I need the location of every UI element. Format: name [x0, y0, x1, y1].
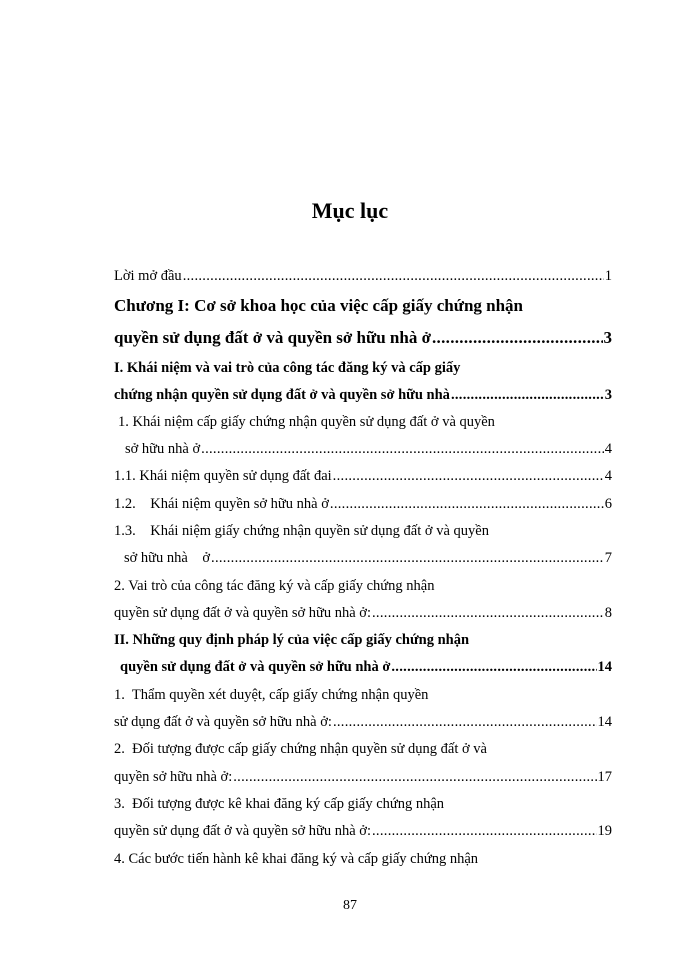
toc-entry[interactable] — [118, 412, 612, 432]
toc-entry-cont[interactable] — [114, 767, 612, 787]
toc-entry-label: Lời mở đầu — [114, 268, 182, 284]
toc-entry[interactable] — [114, 494, 612, 514]
toc-entry-label: quyền sử dụng đất ở và quyền sở hữu nhà ở: — [114, 605, 371, 621]
toc-entry-page: 14 — [597, 659, 612, 675]
leader-dots — [372, 821, 597, 841]
page-title: Mục lục — [311, 198, 389, 223]
leader-dots — [391, 657, 596, 677]
leader-dots — [432, 326, 603, 350]
toc-chapter-heading-cont[interactable] — [114, 326, 612, 350]
toc-entry-label: II. Những quy định pháp lý của việc cấp giấy chứng nhận — [114, 632, 470, 648]
toc-entry-label: chứng nhận quyền sử dụng đất ở và quyền sở hữu nhà — [114, 387, 450, 403]
toc-entry-label: 1.3. Khái niệm giấy chứng nhận quyền sử dụng đất ở và quyền — [114, 523, 489, 539]
toc-entry-label: 3. Đối tượng được kê khai đăng ký cấp giấy chứng nhận — [114, 796, 445, 812]
toc-entry-cont[interactable] — [114, 712, 612, 732]
toc-chapter-heading[interactable] — [114, 294, 612, 318]
toc-entry-intro[interactable] — [114, 266, 612, 286]
toc-entry[interactable] — [114, 849, 612, 869]
leader-dots — [333, 466, 604, 486]
toc-entry-label: 1.2. Khái niệm quyền sở hữu nhà ở — [114, 496, 329, 512]
toc-entry[interactable] — [114, 521, 612, 541]
toc-entry-page: 6 — [604, 496, 612, 512]
toc-entry-label: Chương I: Cơ sở khoa học của việc cấp giấy chứng nhận — [114, 296, 524, 315]
toc-entry[interactable] — [114, 739, 612, 759]
page-number: 87 — [343, 898, 357, 913]
toc-entry-label: sở hữu nhà ở — [124, 550, 211, 566]
toc-entry-label: 2. Vai trò của công tác đăng ký và cấp giấy chứng nhận — [114, 578, 435, 594]
toc-entry-label: 2. Đối tượng được cấp giấy chứng nhận quyền sử dụng đất ở và — [114, 741, 487, 757]
toc-section-heading[interactable] — [114, 630, 612, 650]
toc-entry-cont[interactable] — [125, 439, 612, 459]
toc-entry-page: 3 — [603, 328, 612, 347]
leader-dots — [211, 548, 604, 568]
leader-dots — [233, 767, 596, 787]
toc-entry-cont[interactable] — [114, 603, 612, 623]
toc-entry-page: 7 — [604, 550, 612, 566]
toc-entry-page: 19 — [597, 823, 612, 839]
toc-entry-label: quyền sử dụng đất ở và quyền sở hữu nhà ở — [120, 659, 391, 675]
toc-entry-label: 4. Các bước tiến hành kê khai đăng ký và cấp giấy chứng nhận — [114, 851, 479, 867]
toc-entry-page: 1 — [604, 268, 612, 284]
toc-section-heading-cont[interactable] — [114, 385, 612, 405]
leader-dots — [333, 712, 597, 732]
leader-dots — [372, 603, 604, 623]
toc-entry-label: sử dụng đất ở và quyền sở hữu nhà ở: — [114, 714, 332, 730]
toc-entry-label: quyền sử dụng đất ở và quyền sở hữu nhà ở — [114, 328, 431, 347]
toc-entry[interactable] — [114, 685, 612, 705]
toc-entry[interactable] — [114, 466, 612, 486]
toc-entry[interactable] — [114, 794, 612, 814]
toc-entry-label: quyền sử dụng đất ở và quyền sở hữu nhà ở: — [114, 823, 371, 839]
toc-entry-cont[interactable] — [114, 821, 612, 841]
toc-entry-label: 1.1. Khái niệm quyền sử dụng đất đai — [114, 468, 332, 484]
toc-entry-label: quyền sở hữu nhà ở: — [114, 769, 233, 785]
toc-section-heading[interactable] — [114, 358, 612, 378]
toc-entry-page: 4 — [604, 441, 612, 457]
toc-entry-page: 3 — [604, 387, 612, 403]
toc-entry-page: 14 — [597, 714, 612, 730]
leader-dots — [330, 494, 604, 514]
leader-dots — [201, 439, 604, 459]
toc-entry-label: 1. Thẩm quyền xét duyệt, cấp giấy chứng nhận quyền — [114, 687, 429, 703]
toc-entry-page: 8 — [604, 605, 612, 621]
toc-entry-page: 4 — [604, 468, 612, 484]
leader-dots — [183, 266, 604, 286]
toc-entry-cont[interactable] — [124, 548, 612, 568]
toc-entry-page: 17 — [597, 769, 612, 785]
toc-entry-label: I. Khái niệm và vai trò của công tác đăng ký và cấp giấy — [114, 360, 461, 376]
toc-section-heading-cont[interactable] — [120, 657, 612, 677]
toc-entry-label: sở hữu nhà ở — [125, 441, 201, 457]
leader-dots — [451, 385, 604, 405]
toc-entry[interactable] — [114, 576, 612, 596]
toc-entry-label: 1. Khái niệm cấp giấy chứng nhận quyền sử dụng đất ở và quyền — [118, 414, 495, 430]
